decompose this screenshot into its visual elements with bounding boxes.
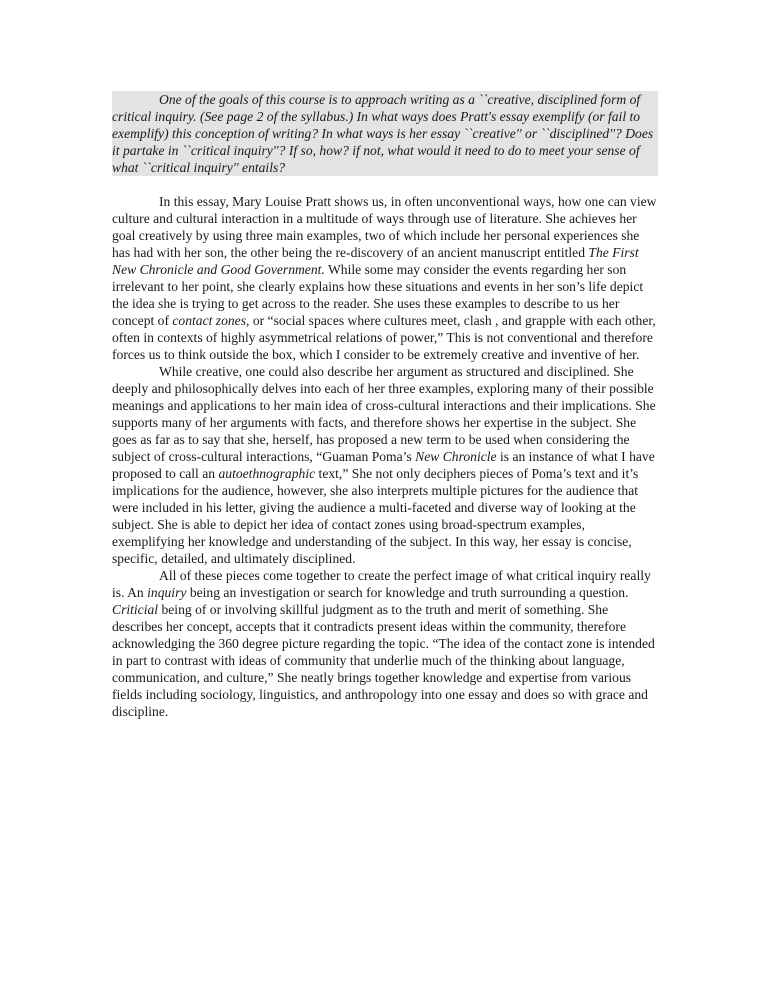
p1-text-a: In this essay, Mary Louise Pratt shows us, in often unconventional ways, how one can view culture and cultural interaction in a multitude of ways through use of literature. She achieves her goal creatively by using three main examples, two of which include her personal experiences she has had with her son, the other being the re-discovery of an ancient manuscript entitled [112,194,657,260]
p2-title-italic: New Chronicle [415,449,497,464]
p3-text-a: All of these pieces come together to create the perfect image of what critical inquiry really is. An [112,568,651,600]
p2-term-italic: autoethnographic [218,466,316,481]
p1-title-italic: The First New Chronicle and Good Government. [112,245,639,277]
paragraph-1 [112,193,658,363]
p3-term-critical: Criticial [112,602,159,617]
p1-text-e: , or “social spaces where cultures meet, clash , and grapple with each other, often in contexts of highly asymmetrical relations of power,” This is not conventional and therefore forces us to think outside the box, which I consider to be extremely creative and inventive of her. [112,313,656,362]
prompt-text: One of the goals of this course is to approach writing as a ``creative, disciplined form of critical inquiry. (See page 2 of the syllabus.) In what ways does Pratt's essay exemplify (or fail to exemplify) this conception of writing? In what ways is her essay ``creative'' or ``disciplined''? Does it partake in ``critical inquiry''? If so, how? if not, what would it need to do to meet your sense of what ``critical inquiry'' entails? [112,92,654,175]
p2-text-a: While creative, one could also describe her argument as structured and disciplined. She deeply and philosophically delves into each of her three examples, exploring many of their possible meanings and applications to her main idea of cross-cultural interactions and their implications. She supports many of her arguments with facts, and therefore shows her expertise in the subject. She goes as far as to say that she, herself, has proposed a new term to be used when considering the subject of cross-cultural interactions, “Guaman Poma’s [112,364,656,464]
p3-text-c: being an investigation or search for knowledge and truth surrounding a question. [186,585,629,600]
paragraph-3 [112,567,658,720]
p3-text-e: being of or involving skillful judgment as to the truth and merit of something. She describes her concept, accepts that it contradicts present ideas within the community, therefore acknowledging the 360 degree picture regarding the topic. “The idea of the contact zone is intended in part to contrast with ideas of community that underlie much of the thinking about language, communication, and culture,” She neatly brings together knowledge and expertise from various fields including sociology, linguistics, and anthropology into one essay and does so with grace and discipline. [112,602,655,719]
p1-text-c: While some may consider the events regarding her son irrelevant to her point, she clearly explains how these situations and events in her son’s life depict the idea she is trying to get across to the reader. She uses these examples to describe to us her concept of [112,262,644,328]
document-page [112,91,658,720]
p2-text-c: is an instance of what I have proposed to call an [112,449,655,481]
paragraph-2 [112,363,658,567]
p2-text-e: text,” She not only deciphers pieces of Poma’s text and it’s implications for the audience, however, she also interprets multiple pictures for the audience that were included in his letter, giving the audience a multi-faceted and diverse way of looking at the subject. She is able to depict her idea of contact zones using broad-spectrum examples, exemplifying her knowledge and understanding of the subject. In this way, her essay is concise, specific, detailed, and ultimately disciplined. [112,466,639,566]
p3-term-inquiry: inquiry [147,585,187,600]
assignment-prompt [112,91,658,176]
p1-term-italic: contact zones [172,313,247,328]
